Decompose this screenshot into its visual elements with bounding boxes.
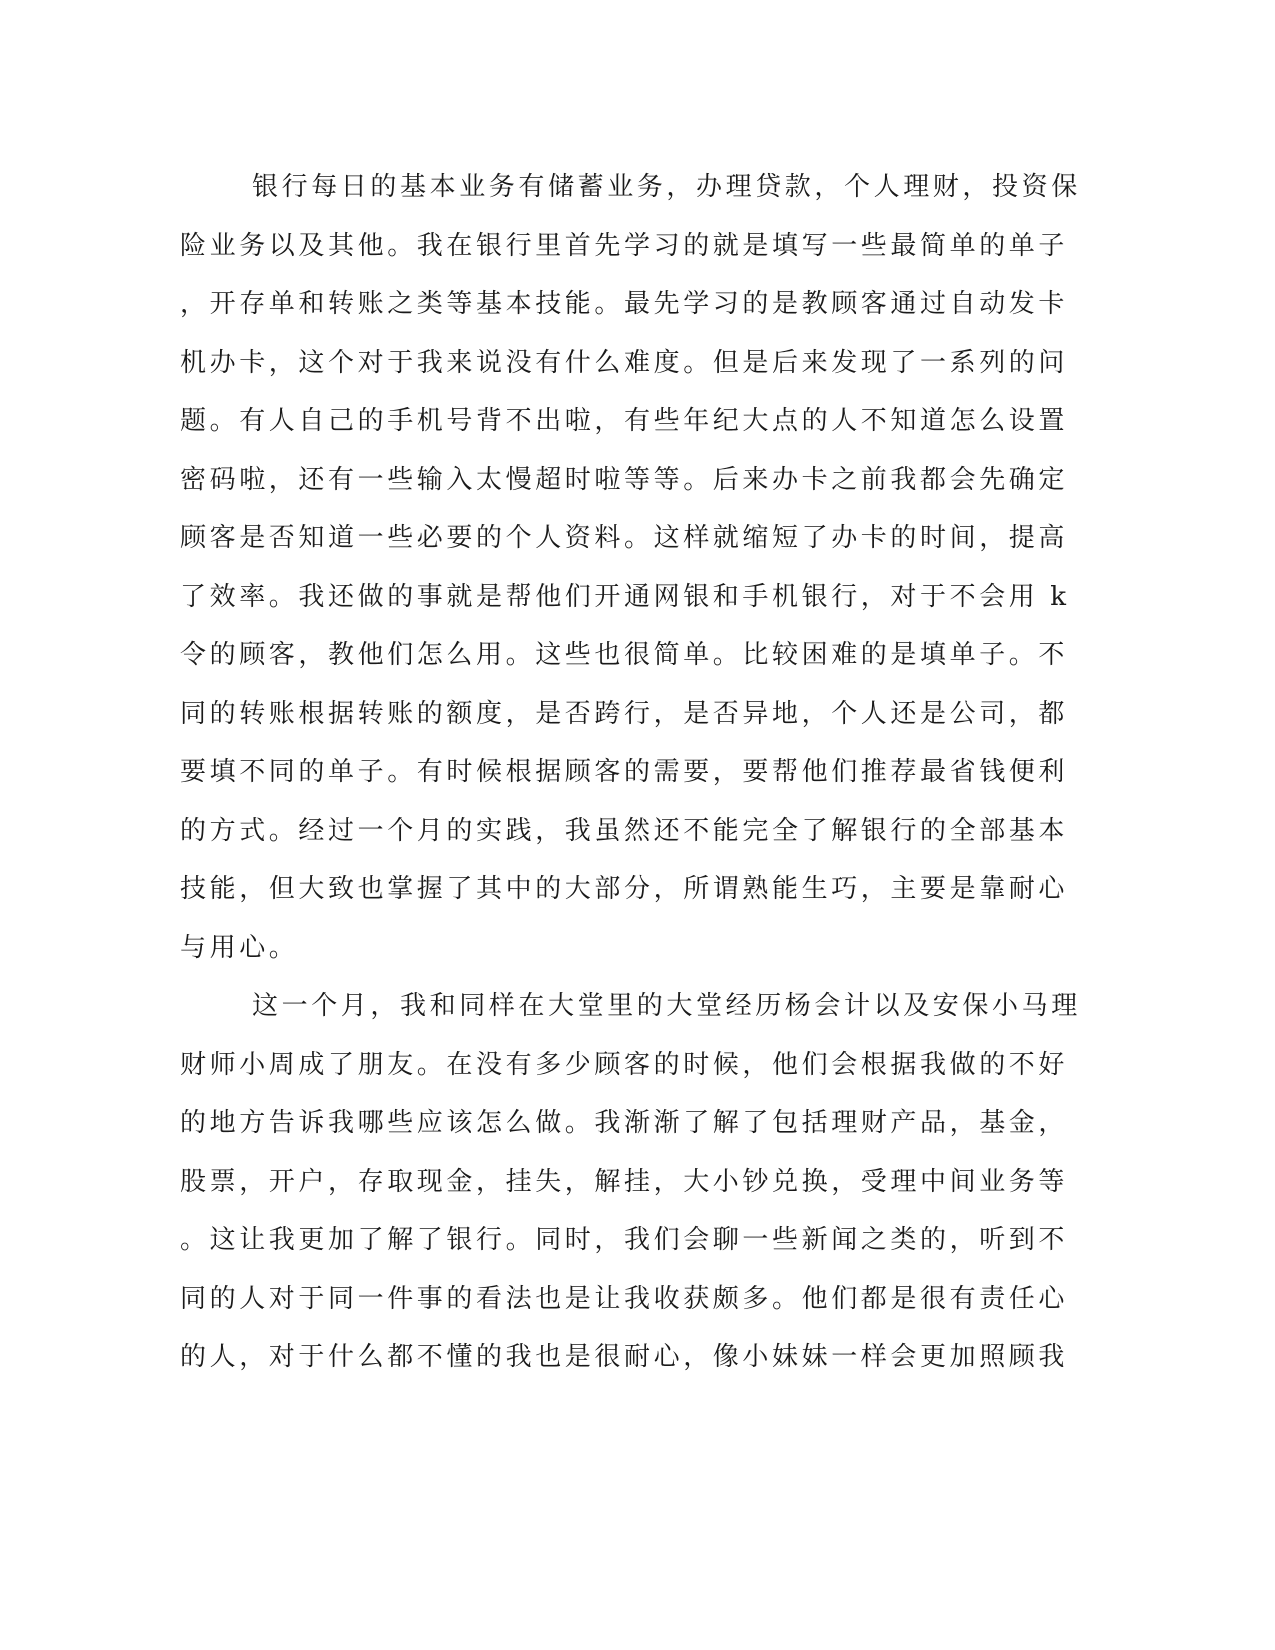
paragraph-line: 了效率。我还做的事就是帮他们开通网银和手机银行，对于不会用 k <box>180 581 1070 612</box>
paragraph-line: 这一个月，我和同样在大堂里的大堂经历杨会计以及安保小马理 <box>252 991 1081 1021</box>
paragraph-line: 的地方告诉我哪些应该怎么做。我渐渐了解了包括理财产品，基金， <box>180 1108 1069 1138</box>
paragraph-line: 要填不同的单子。有时候根据顾客的需要，要帮他们推荐最省钱便利 <box>180 757 1069 787</box>
paragraph-line: 令的顾客，教他们怎么用。这些也很简单。比较困难的是填单子。不 <box>180 640 1069 670</box>
paragraph-line: 同的人对于同一件事的看法也是让我收获颇多。他们都是很有责任心 <box>180 1283 1069 1314</box>
document-body <box>180 158 1081 1387</box>
paragraph-line: 。这让我更加了解了银行。同时，我们会聊一些新闻之类的，听到不 <box>180 1225 1069 1255</box>
paragraph-line: 财师小周成了朋友。在没有多少顾客的时候，他们会根据我做的不好 <box>180 1049 1069 1080</box>
paragraph-line: 机办卡，这个对于我来说没有什么难度。但是后来发现了一系列的问 <box>180 347 1069 378</box>
paragraph-line: 顾客是否知道一些必要的个人资料。这样就缩短了办卡的时间，提高 <box>180 523 1069 553</box>
paragraph-line: 的人，对于什么都不懂的我也是很耐心，像小妹妹一样会更加照顾我 <box>180 1342 1069 1372</box>
paragraph-line: 银行每日的基本业务有储蓄业务，办理贷款，个人理财，投资保 <box>252 172 1081 202</box>
paragraph-line: ，开存单和转账之类等基本技能。最先学习的是教顾客通过自动发卡 <box>180 289 1069 319</box>
paragraph-line: 密码啦，还有一些输入太慢超时啦等等。后来办卡之前我都会先确定 <box>180 464 1069 495</box>
paragraph-line: 险业务以及其他。我在银行里首先学习的就是填写一些最简单的单子 <box>180 230 1069 261</box>
paragraph-line: 与用心。 <box>180 932 299 963</box>
paragraph-line: 的方式。经过一个月的实践，我虽然还不能完全了解银行的全部基本 <box>180 815 1069 846</box>
paragraph-line: 同的转账根据转账的额度，是否跨行，是否异地，个人还是公司，都 <box>180 698 1069 729</box>
paragraph-2 <box>180 977 1081 1387</box>
paragraph-line: 技能，但大致也掌握了其中的大部分，所谓熟能生巧，主要是靠耐心 <box>180 874 1069 904</box>
paragraph-line: 股票，开户，存取现金，挂失，解挂，大小钞兑换，受理中间业务等 <box>180 1166 1069 1197</box>
paragraph-line: 题。有人自己的手机号背不出啦，有些年纪大点的人不知道怎么设置 <box>180 406 1069 436</box>
paragraph-1 <box>180 158 1081 977</box>
